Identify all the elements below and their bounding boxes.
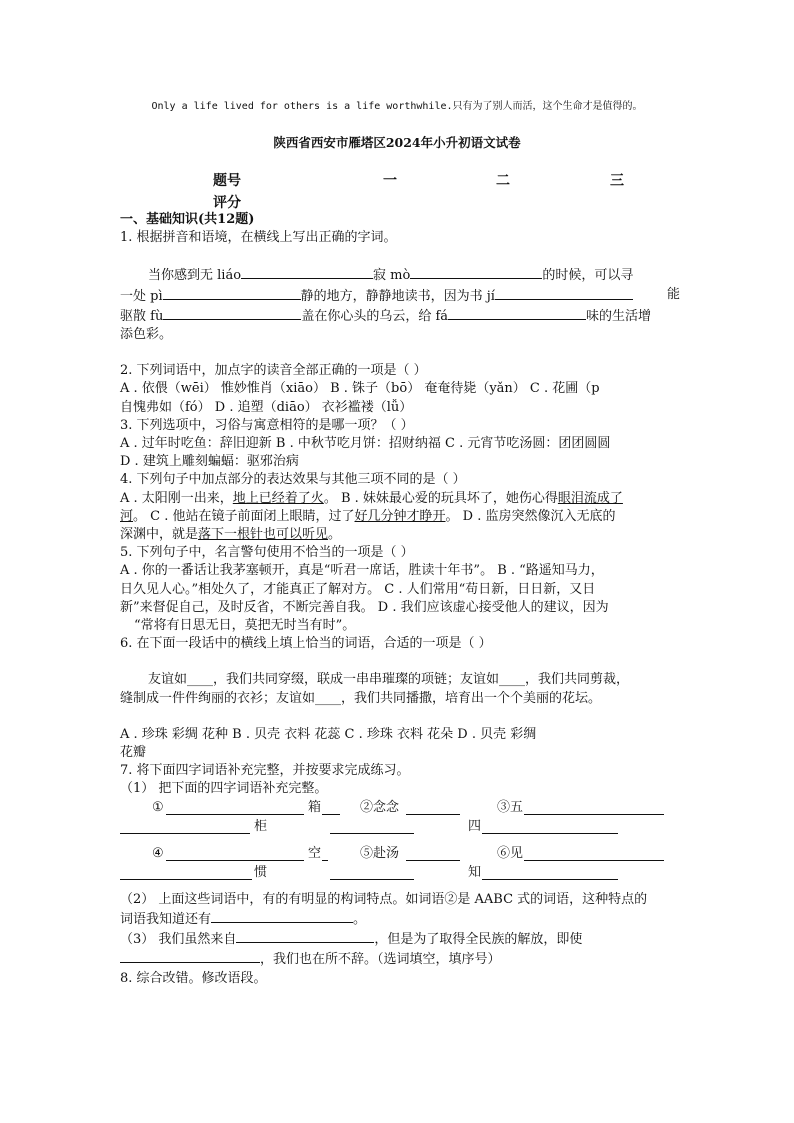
col-2: 二 [496, 173, 510, 189]
q5-line2: 日久见人心。”相处久了，才能真正了解对方。 C . 人们常用“苟日新，日日新，又日 [120, 581, 596, 597]
q8-stem: 8. 综合改错。修改语段。 [120, 970, 267, 986]
q1-line1: 当你感到无 liáo 寂 mò 的时候，可以寻 [120, 265, 680, 285]
blank[interactable] [482, 866, 618, 880]
q6-options-1: A . 珍珠 彩绸 花种 B . 贝壳 衣料 花蕊 C . 珍珠 衣料 花朵 D . 贝壳 彩绸 [120, 726, 537, 742]
blank[interactable] [330, 866, 414, 880]
q4-stem: 4. 下列句子中加点部分的表达效果与其他三项不同的是（ ） [120, 472, 466, 488]
q7-row-3: ④ 空 ⑤赴汤 ⑥见 [120, 845, 680, 868]
blank[interactable] [236, 929, 374, 943]
blank[interactable] [211, 909, 353, 923]
page-title: 陕西省西安市雁塔区2024年小升初语文试卷 [273, 135, 521, 150]
q3-stem: 3. 下列选项中，习俗与寓意相符的是哪一项？（ ） [120, 417, 414, 433]
q6-options-2: 花瓣 [120, 745, 147, 761]
q1-line2: 一处 pì 静的地方，静静地读书，因为书 jí 能 [120, 286, 680, 304]
blank[interactable] [166, 847, 304, 861]
q6-para-2: 缝制成一件件绚丽的衣衫；友谊如____，我们共同播撒，培育出一个个美丽的花坛。 [120, 690, 602, 706]
blank[interactable] [120, 949, 260, 963]
q7-sub3-line1: （3） 我们虽然来自 ，但是为了取得全民族的解放，即使 [120, 929, 680, 949]
blank[interactable] [241, 265, 373, 279]
q7-sub1: （1） 把下面的四字词语补充完整。 [120, 781, 328, 797]
q4-options-1: A . 太阳刚一出来，地上已经着了火。 B . 妹妹最心爱的玩具坏了，她伤心得眼泪流成了 [120, 490, 623, 506]
section-heading: 一、基础知识(共12题) [120, 212, 255, 227]
q7-row-4: 惯 知 [120, 868, 680, 891]
blank[interactable] [448, 306, 586, 320]
blank[interactable] [524, 847, 664, 861]
blank[interactable] [406, 847, 460, 861]
label-question-number: 题号 [213, 173, 241, 189]
blank[interactable] [524, 801, 664, 815]
q7-sub2-line1: （2） 上面这些词语中，有的有明显的构词特点。如词语②是 AABC 式的词语，这种特点的 [120, 891, 648, 907]
q7-row-2: 柜 四 [120, 822, 680, 845]
col-3: 三 [610, 173, 624, 189]
q1-stem: 1. 根据拼音和语境，在横线上写出正确的字词。 [120, 230, 397, 246]
blank[interactable] [322, 847, 328, 861]
label-score: 评分 [213, 195, 241, 211]
q6-stem: 6. 在下面一段话中的横线上填上恰当的词语，合适的一项是（ ） [120, 636, 492, 652]
q4-options-2: 河。 C . 他站在镜子前面闭上眼睛，过了好几分钟才睁开。 D . 监房突然像沉入无底的 [120, 508, 616, 524]
score-table [213, 170, 624, 214]
blank[interactable] [406, 801, 460, 815]
q2-options-2: 自愧弗如（fó） D . 追塑（diāo） 衣衫褴褛（lǚ） [120, 399, 413, 415]
blank[interactable] [482, 820, 618, 834]
q5-line1: A . 你的一番话让我茅塞顿开，真是“听君一席话，胜读十年书”。 B . “路遥知马力， [120, 563, 604, 579]
blank[interactable] [166, 801, 304, 815]
q2-stem: 2. 下列词语中，加点字的读音全部正确的一项是（ ） [120, 363, 427, 379]
q2-options-1: A . 依偎（wēi） 惟妙惟肖（xiāo） B . 铢子（bō） 奄奄待毙（yǎn） C . 花圃（p [120, 381, 600, 397]
q3-options-1: A . 过年时吃鱼：辞旧迎新 B . 中秋节吃月饼：招财纳福 C . 元宵节吃汤圆：团团圆圆 [120, 436, 611, 452]
q1-line3: 驱散 fù 盖在你心头的乌云，给 fá 味的生活增 [120, 306, 680, 326]
q5-line3: 新”来督促自己，及时反省，不断完善自我。 D . 我们应该虚心接受他人的建议，因为 [120, 599, 609, 615]
q4-options-3: 深渊中，就是落下一根针也可以听见。 [120, 527, 342, 543]
q7-stem: 7. 将下面四字词语补充完整，并按要求完成练习。 [120, 763, 410, 779]
q6-para-1: 友谊如____，我们共同穿缀，联成一串串璀璨的项链；友谊如____，我们共同剪裁， [148, 672, 630, 688]
q7-sub2-line2: 词语我知道还有 。 [120, 909, 680, 929]
exam-body [120, 211, 680, 988]
q5-stem: 5. 下列句子中，名言警句使用不恰当的一项是（ ） [120, 545, 414, 561]
col-1: 一 [383, 173, 397, 189]
blank[interactable] [120, 820, 250, 834]
blank[interactable] [322, 801, 340, 815]
q3-options-2: D . 建筑上雕刻蝙蝠：驱邪治病 [120, 454, 299, 470]
blank[interactable] [120, 866, 252, 880]
blank[interactable] [163, 306, 301, 320]
blank[interactable] [495, 286, 633, 300]
q5-line4: “常将有日思无日，莫把无时当有时”。 [134, 618, 356, 634]
motto: Only a life lived for others is a life worthwhile.只有为了别人而活，这个生命才是值得的。 [151, 101, 643, 112]
q1-line4: 添色彩。 [120, 327, 173, 343]
q7-sub3-line2: ，我们也在所不辞。（选词填空，填序号） [120, 949, 680, 969]
blank[interactable] [163, 286, 301, 300]
blank[interactable] [330, 820, 414, 834]
q7-row-1: ① 箱 ②念念 ③五 [120, 799, 680, 822]
blank[interactable] [410, 265, 542, 279]
